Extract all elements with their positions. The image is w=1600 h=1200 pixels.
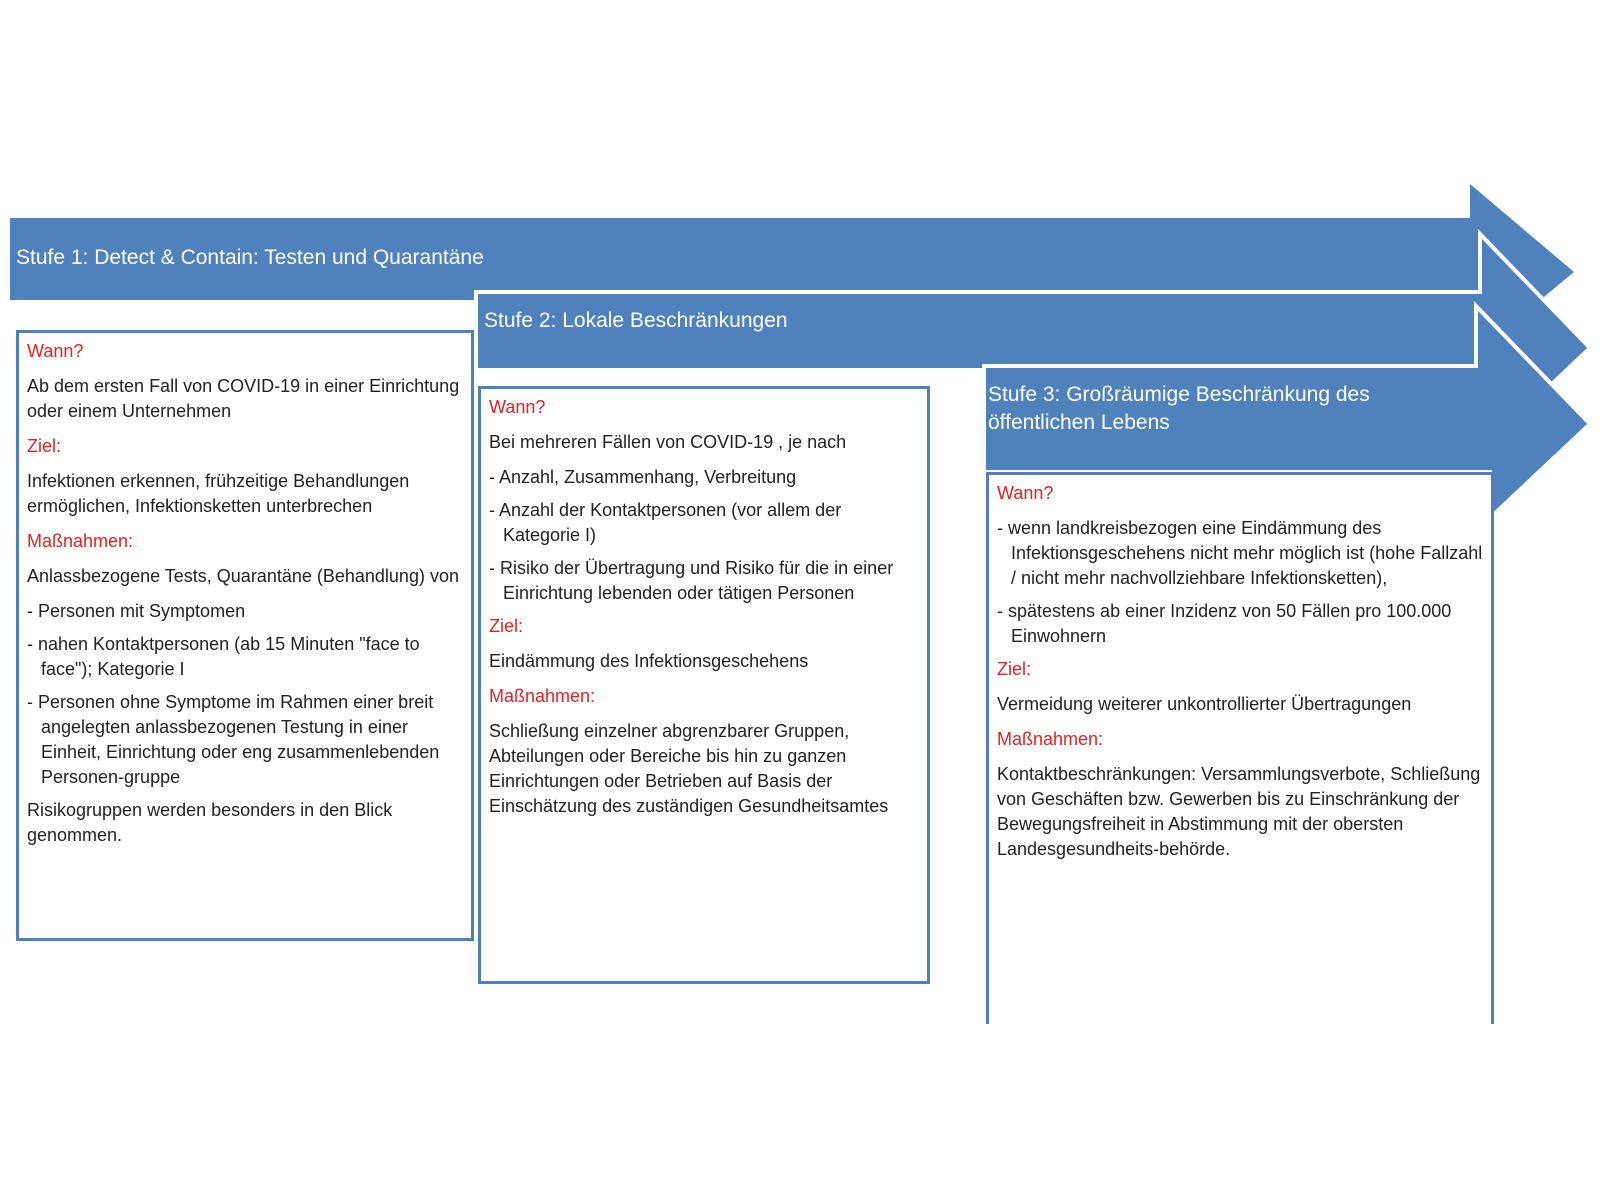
stage1-measure-item: - Personen mit Symptomen <box>27 599 465 624</box>
stage3-box <box>986 472 1494 1024</box>
stage1-measures-outro: Risikogruppen werden besonders in den Blick genommen. <box>27 800 393 845</box>
stage3-when-item: - spätestens ab einer Inzidenz von 50 Fällen pro 100.000 Einwohnern <box>997 599 1485 649</box>
stage1-goal-label: Ziel: <box>27 436 62 456</box>
stage1-box <box>16 330 474 941</box>
stage2-when-item: - Risiko der Übertragung und Risiko für die in einer Einrichtung lebenden oder tätigen Personen <box>489 556 921 606</box>
stage3-when-item: - wenn landkreisbezogen eine Eindämmung des Infektionsgeschehens nicht mehr möglich ist (hohe Fallzahl / nicht mehr nachvollziehbare Infektionsketten), <box>997 516 1485 591</box>
stage2-goal-text: Eindämmung des Infektionsgeschehens <box>489 651 809 671</box>
stage3-goal-label: Ziel: <box>997 659 1032 679</box>
stage3-measures-label: Maßnahmen: <box>997 729 1104 749</box>
stage2-title: Stufe 2: Lokale Beschränkungen <box>484 309 788 332</box>
stage1-goal-text: Infektionen erkennen, frühzeitige Behandlungen ermöglichen, Infektionsketten unterbrechen <box>27 471 410 516</box>
stage2-when-label: Wann? <box>489 397 546 417</box>
stage3-when-label: Wann? <box>997 483 1054 503</box>
stage3-measures-text: Kontaktbeschränkungen: Versammlungsverbote, Schließung von Geschäften bzw. Gewerben bis zu Einschränkung der Bewegungsfreiheit in Abstimmung mit der obersten Landesgesundheits-behörde. <box>997 764 1481 859</box>
stage1-when-text: Ab dem ersten Fall von COVID-19 in einer Einrichtung oder einem Unternehmen <box>27 376 460 421</box>
stage2-when-item: - Anzahl der Kontaktpersonen (vor allem der Kategorie I) <box>489 498 921 548</box>
stage1-measures-intro: Anlassbezogene Tests, Quarantäne (Behandlung) von <box>27 566 459 586</box>
stage2-when-text: Bei mehreren Fällen von COVID-19 , je nach <box>489 432 847 452</box>
stage1-title: Stufe 1: Detect & Contain: Testen und Quarantäne <box>16 246 484 269</box>
stage3-title: Stufe 3: Großräumige Beschränkung des öffentlichen Lebens <box>988 383 1370 434</box>
stage2-box <box>478 386 930 984</box>
stage2-goal-label: Ziel: <box>489 616 524 636</box>
stage2-when-item: - Anzahl, Zusammenhang, Verbreitung <box>489 465 921 490</box>
stage1-measures-label: Maßnahmen: <box>27 531 134 551</box>
stage1-measure-item: - Personen ohne Symptome im Rahmen einer breit angelegten anlassbezogenen Testung in einer Einheit, Einrichtung oder eng zusammenlebenden Personen-gruppe <box>27 690 465 790</box>
stage2-measures-label: Maßnahmen: <box>489 686 596 706</box>
stage2-measures-text: Schließung einzelner abgrenzbarer Gruppen, Abteilungen oder Bereiche bis hin zu ganzen Einrichtungen oder Betrieben auf Basis der Einschätzung des zuständigen Gesundheitsamtes <box>489 721 889 816</box>
stage1-measure-item: - nahen Kontaktpersonen (ab 15 Minuten "face to face"); Kategorie I <box>27 632 465 682</box>
stage1-when-label: Wann? <box>27 341 84 361</box>
stage3-goal-text: Vermeidung weiterer unkontrollierter Übertragungen <box>997 694 1412 714</box>
